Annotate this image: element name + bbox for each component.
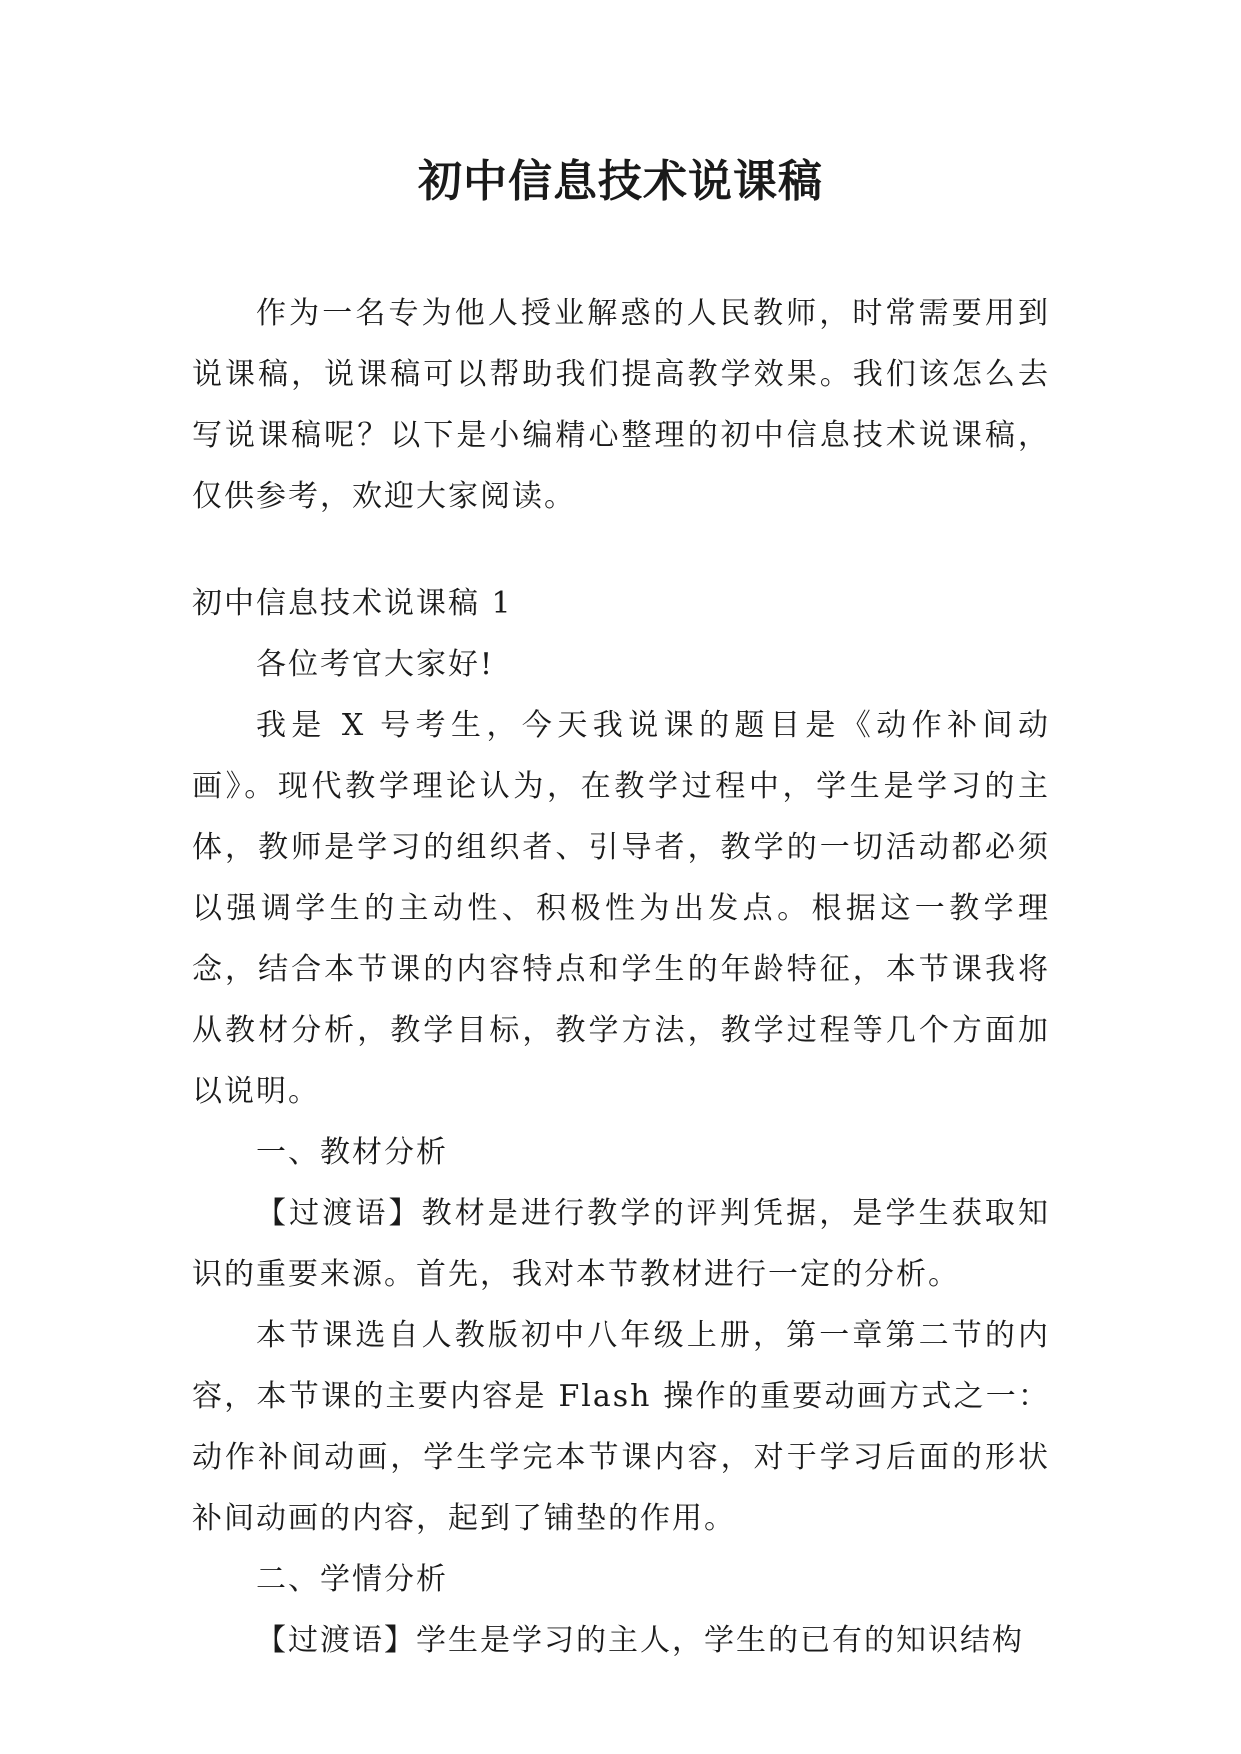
topic-paragraph: 我是 X 号考生，今天我说课的题目是《动作补间动画》。现代教学理论认为，在教学过程中，学生是学习的主体，教师是学习的组织者、引导者，教学的一切活动都必须以强调学生的主动性、积极性为出发点。根据这一教学理念，结合本节课的内容特点和学生的年龄特征，本节课我将从教材分析，教学目标，教学方法，教学过程等几个方面加以说明。 (192, 708, 1050, 1109)
greeting-paragraph: 各位考官大家好! (256, 647, 495, 682)
transition-paragraph-1: 【过渡语】教材是进行教学的评判凭据，是学生获取知识的重要来源。首先，我对本节教材进行一定的分析。 (192, 1196, 1050, 1292)
intro-paragraph: 作为一名专为他人授业解惑的人民教师，时常需要用到说课稿，说课稿可以帮助我们提高教学效果。我们该怎么去写说课稿呢？以下是小编精心整理的初中信息技术说课稿，仅供参考，欢迎大家阅读。 (192, 296, 1050, 514)
section-1 (192, 573, 1050, 1671)
subheading-learner-analysis: 二、学情分析 (256, 1562, 448, 1597)
subheading-textbook-analysis: 一、教材分析 (256, 1135, 448, 1170)
transition-paragraph-2: 【过渡语】学生是学习的主人，学生的已有的知识结构 (256, 1623, 1024, 1658)
section-heading: 初中信息技术说课稿 1 (192, 586, 513, 621)
document-title: 初中信息技术说课稿 (418, 156, 823, 207)
textbook-paragraph: 本节课选自人教版初中八年级上册，第一章第二节的内容，本节课的主要内容是 Flash 操作的重要动画方式之一：动作补间动画，学生学完本节课内容，对于学习后面的形状补间动画的内容，起到了铺垫的作用。 (192, 1318, 1050, 1536)
